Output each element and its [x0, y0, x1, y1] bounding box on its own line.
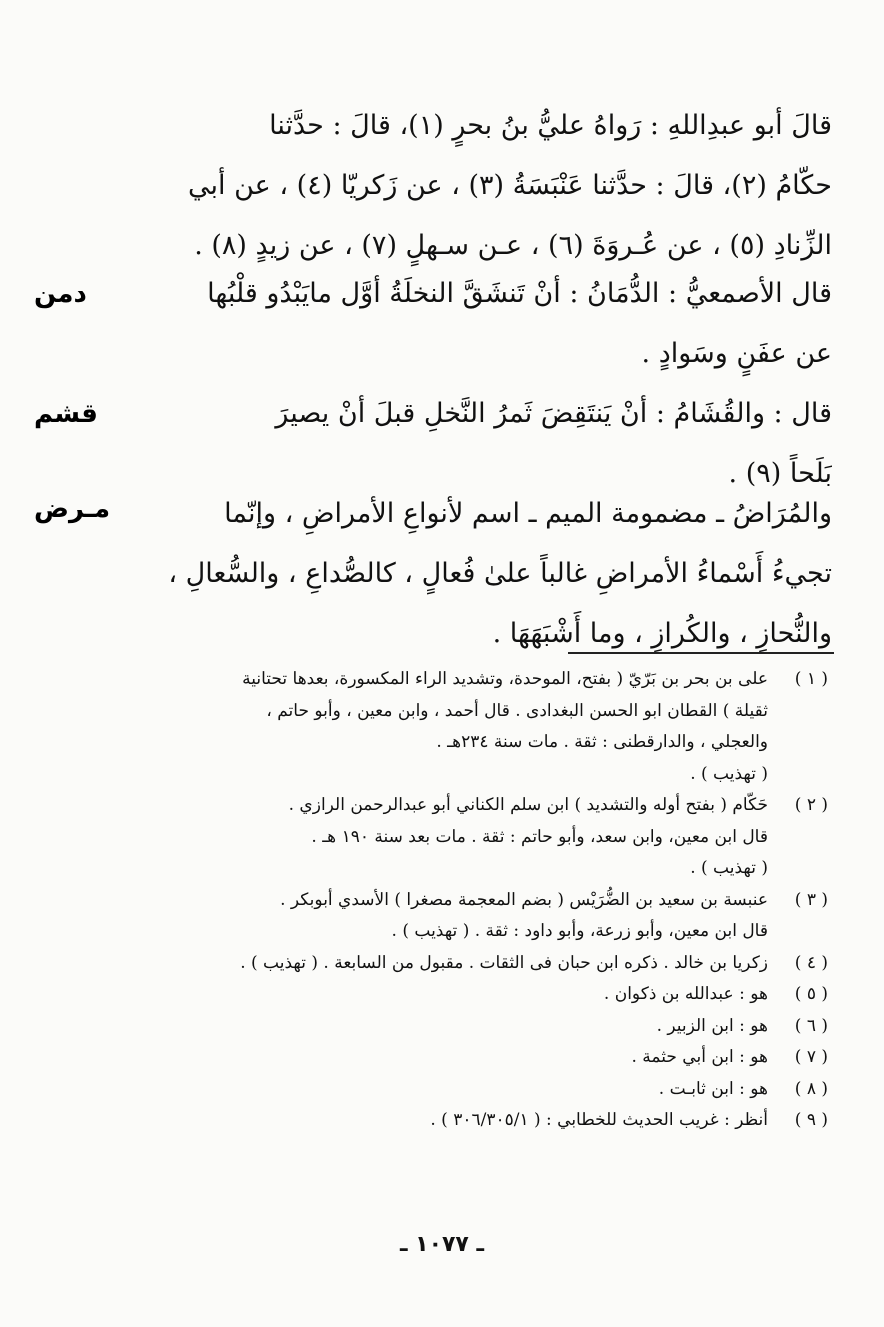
margin-headword: دمن	[34, 279, 87, 309]
text-line: والمُرَاضُ ـ مضمومة الميم ـ اسم لأنواعِ الأمراضِ ، وإنّما	[224, 498, 832, 529]
text-line: بَلَحاً (٩) .	[728, 458, 832, 489]
footnote-line: هو : عبدالله بن ذكوان .	[603, 984, 768, 1004]
footnote-number: ( ٤ )	[794, 952, 828, 973]
footnote-line: قال ابن معين، وأبو زرعة، وأبو داود : ثقة . ( تهذيب ) .	[391, 921, 768, 941]
text-line: الزِّنادِ (٥) ، عن عُـروَةَ (٦) ، عـن سـهلٍ (٧) ، عن زيدٍ (٨) .	[194, 230, 832, 261]
footnote	[40, 1011, 828, 1043]
footnote	[40, 664, 828, 790]
footnote-number: ( ٨ )	[794, 1078, 828, 1099]
footnotes	[40, 664, 828, 1137]
footnote-number: ( ٢ )	[794, 795, 828, 815]
footnote-line: حَكّام ( بفتح أوله والتشديد ) ابن سلم الكناني أبو عبدالرحمن الرازي .	[288, 795, 768, 815]
footnote-number: ( ٦ )	[794, 1015, 828, 1036]
footnote-line: على بن بحر بن بَرّيّ ( بفتح، الموحدة، وتشديد الراء المكسورة، بعدها تحتانية	[242, 669, 768, 689]
paragraph-isnad	[30, 96, 832, 276]
footnote-line: هو : ابن الزبير .	[656, 1015, 768, 1036]
paragraph-dimaan	[92, 264, 832, 384]
footnote-line: ( تهذيب ) .	[690, 763, 768, 784]
paragraph-muraad	[92, 484, 832, 664]
footnote-number: ( ١ )	[794, 669, 828, 689]
page-number: ـ ١٠٧٧ ـ	[399, 1232, 485, 1257]
margin-headword: مـرض	[34, 494, 111, 524]
footnote-number: ( ٩ )	[794, 1110, 828, 1130]
footnote-line: والعجلي ، والدارقطنى : ثقة . مات سنة ٢٣٤هـ .	[436, 732, 768, 752]
footnote	[40, 1074, 828, 1106]
footnote-line: قال ابن معين، وابن سعد، وأبو حاتم : ثقة . مات بعد سنة ١٩٠ هـ .	[311, 826, 768, 847]
text-line: قال الأصمعيُّ : الدُّمَانُ : أنْ تَنشَقَّ النخلَةُ أوَّل مايَبْدُو قلْبُها	[207, 278, 832, 309]
text-line: قال : والقُشَامُ : أنْ يَنتَقِضَ ثَمرُ النَّخلِ قبلَ أنْ يصيرَ	[275, 398, 832, 429]
footnote	[40, 1042, 828, 1074]
footnote-number: ( ٣ )	[794, 889, 828, 910]
footnote	[40, 948, 828, 980]
text-line: حكّامُ (٢)، قالَ : حدَّثنا عَنْبَسَةُ (٣) ، عن زَكريّا (٤) ، عن أبي	[188, 170, 832, 201]
footnote-number: ( ٥ )	[794, 984, 828, 1004]
text-line: عن عفَنٍ وسَوادٍ .	[641, 338, 832, 369]
footnote	[40, 1105, 828, 1137]
text-line: والنُّحازِ ، والكُرازِ ، وما أَشْبَهَهَا .	[492, 618, 832, 649]
footnote-separator	[568, 652, 834, 654]
footnote-line: ثقيلة ) القطان ابو الحسن البغدادى . قال أحمد ، وابن معين ، وأبو حاتم ،	[266, 700, 768, 721]
margin-headword: قشم	[34, 399, 98, 429]
footnote	[40, 885, 828, 948]
footnote-line: هو : ابن أبي حثمة .	[631, 1047, 768, 1067]
footnote-line: عنبسة بن سعيد بن الضُّرَيْس ( بضم المعجمة مصغرا ) الأسدي أبوبكر .	[280, 889, 768, 910]
footnote	[40, 790, 828, 885]
footnote-line: زكريا بن خالد . ذكره ابن حبان فى الثقات . مقبول من السابعة . ( تهذيب ) .	[240, 952, 768, 973]
text-line: قالَ أبو عبدِاللهِ : رَواهُ عليُّ بنُ بحرٍ (١)، قالَ : حدَّثنا	[269, 110, 832, 141]
footnote-line: أنظر : غريب الحديث للخطابي : ( ٣٠٦/٣٠٥/١ ) .	[430, 1110, 768, 1130]
footnote	[40, 979, 828, 1011]
footnote-number: ( ٧ )	[794, 1047, 828, 1067]
footnote-line: هو : ابن ثابـت .	[658, 1078, 768, 1099]
footnote-line: ( تهذيب ) .	[690, 858, 768, 878]
text-line: تجيءُ أَسْماءُ الأمراضِ غالباً علىٰ فُعالٍ ، كالصُّداعِ ، والسُّعالِ ،	[168, 558, 832, 589]
